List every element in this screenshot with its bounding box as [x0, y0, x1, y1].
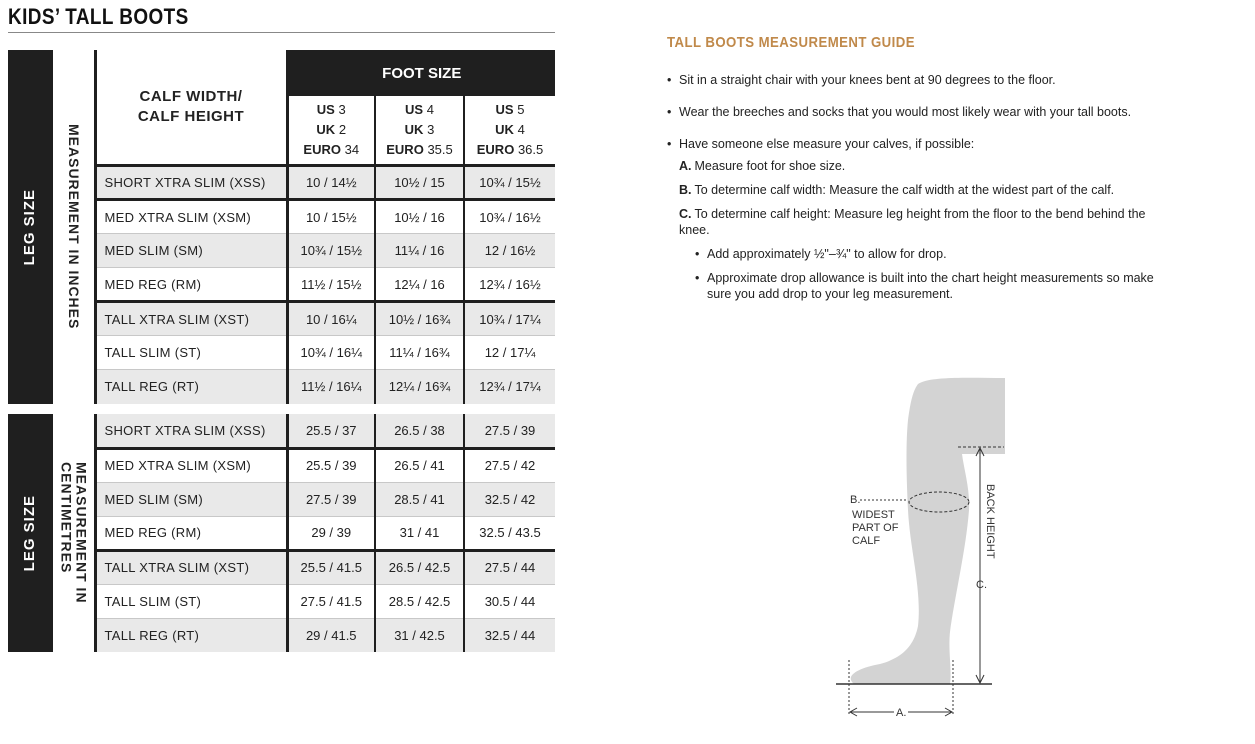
label-a: A. — [896, 707, 907, 719]
row-label: MED SLIM (SM) — [95, 482, 287, 516]
cell-value: 10½ / 15 — [375, 166, 464, 200]
inches-size-table — [8, 50, 555, 404]
row-label: TALL REG (RT) — [95, 618, 287, 652]
guide-bullet: • Sit in a straight chair with your knees bent at 90 degrees to the floor. — [667, 72, 1167, 88]
leg-measurement-diagram — [830, 370, 1030, 720]
cell-value: 10½ / 16 — [375, 200, 464, 234]
size-header: US 3 UK 2 EURO 34 — [287, 96, 375, 166]
cell-value: 10 / 16¼ — [287, 302, 375, 336]
leg-size-label: LEG SIZE — [21, 188, 38, 265]
row-label: MED REG (RM) — [95, 268, 287, 302]
cell-value: 10¾ / 15½ — [287, 234, 375, 268]
cell-value: 12¾ / 17¼ — [464, 370, 555, 404]
label-b: B. — [850, 494, 861, 506]
unit-band — [52, 50, 95, 404]
cell-value: 29 / 41.5 — [287, 618, 375, 652]
cell-value: 10½ / 16¾ — [375, 302, 464, 336]
guide-sub-bullet: • Approximate drop allowance is built into the chart height measurements so make sure you add drop to your leg measurement. — [667, 270, 1167, 302]
row-label: MED XTRA SLIM (XSM) — [95, 200, 287, 234]
cell-value: 12¼ / 16¾ — [375, 370, 464, 404]
widest-label-line2: PART OF — [852, 522, 899, 534]
step-key: C. — [679, 207, 692, 221]
cell-value: 10 / 14½ — [287, 166, 375, 200]
guide-bullet: • Wear the breeches and socks that you would most likely wear with your tall boots. — [667, 104, 1167, 120]
leg-illustration — [830, 370, 1030, 720]
widest-label-line3: CALF — [852, 535, 881, 547]
cell-value: 27.5 / 39 — [287, 482, 375, 516]
row-label: SHORT XTRA SLIM (XSS) — [95, 414, 287, 448]
cell-value: 12¼ / 16 — [375, 268, 464, 302]
centimetres-size-table — [8, 414, 555, 652]
cell-value: 32.5 / 42 — [464, 482, 555, 516]
cell-value: 32.5 / 43.5 — [464, 516, 555, 550]
cell-value: 11¼ / 16 — [375, 234, 464, 268]
unit-label-line2: CENTIMETRES — [58, 462, 75, 574]
row-label: SHORT XTRA SLIM (XSS) — [95, 166, 287, 200]
step-text: Measure foot for shoe size. — [694, 159, 846, 173]
row-label: TALL SLIM (ST) — [95, 584, 287, 618]
cell-value: 11¼ / 16¾ — [375, 336, 464, 370]
cell-value: 31 / 41 — [375, 516, 464, 550]
cell-value: 10¾ / 15½ — [464, 166, 555, 200]
cell-value: 10¾ / 16½ — [464, 200, 555, 234]
cell-value: 10¾ / 16¼ — [287, 336, 375, 370]
row-label: TALL XTRA SLIM (XST) — [95, 302, 287, 336]
guide-step-b — [667, 182, 1167, 198]
cell-value: 25.5 / 39 — [287, 448, 375, 482]
unit-label-line1: MEASUREMENT IN — [73, 462, 90, 604]
title-rule — [8, 32, 555, 33]
cell-value: 27.5 / 42 — [464, 448, 555, 482]
cell-value: 30.5 / 44 — [464, 584, 555, 618]
cell-value: 25.5 / 37 — [287, 414, 375, 448]
unit-band — [52, 414, 95, 652]
back-height-label: BACK HEIGHT — [984, 484, 996, 559]
leg-size-band — [8, 414, 52, 652]
foot-size-header: FOOT SIZE — [287, 50, 555, 96]
cell-value: 25.5 / 41.5 — [287, 550, 375, 584]
unit-label — [58, 462, 88, 604]
step-key: A. — [679, 159, 692, 173]
cell-value: 10¾ / 17¼ — [464, 302, 555, 336]
cell-value: 27.5 / 41.5 — [287, 584, 375, 618]
cell-value: 11½ / 16¼ — [287, 370, 375, 404]
widest-label-line1: WIDEST — [852, 509, 895, 521]
measurement-guide — [667, 72, 1167, 310]
guide-step-c — [667, 206, 1167, 238]
row-label: TALL XTRA SLIM (XST) — [95, 550, 287, 584]
page-title: KIDS’ TALL BOOTS — [8, 4, 189, 29]
guide-title: TALL BOOTS MEASUREMENT GUIDE — [667, 34, 915, 51]
table-row — [8, 414, 555, 448]
cell-value: 28.5 / 41 — [375, 482, 464, 516]
cell-value: 29 / 39 — [287, 516, 375, 550]
cell-value: 27.5 / 44 — [464, 550, 555, 584]
row-label: MED XTRA SLIM (XSM) — [95, 448, 287, 482]
row-label: TALL REG (RT) — [95, 370, 287, 404]
cell-value: 12 / 16½ — [464, 234, 555, 268]
size-header: US 4 UK 3 EURO 35.5 — [375, 96, 464, 166]
calf-header — [95, 50, 287, 166]
cell-value: 12¾ / 16½ — [464, 268, 555, 302]
cell-value: 26.5 / 38 — [375, 414, 464, 448]
step-key: B. — [679, 183, 692, 197]
unit-label: MEASUREMENT IN INCHES — [65, 124, 82, 330]
cell-value: 26.5 / 42.5 — [375, 550, 464, 584]
label-c: C. — [976, 579, 987, 591]
cell-value: 31 / 42.5 — [375, 618, 464, 652]
leg-size-label: LEG SIZE — [21, 494, 38, 572]
row-label: MED SLIM (SM) — [95, 234, 287, 268]
row-label: MED REG (RM) — [95, 516, 287, 550]
cell-value: 32.5 / 44 — [464, 618, 555, 652]
leg-size-band — [8, 50, 52, 404]
cell-value: 10 / 15½ — [287, 200, 375, 234]
cell-value: 12 / 17¼ — [464, 336, 555, 370]
calf-header-line1: CALF WIDTH/ — [139, 88, 243, 105]
guide-bullet: • Have someone else measure your calves, if possible: — [667, 136, 1167, 152]
row-label: TALL SLIM (ST) — [95, 336, 287, 370]
cell-value: 26.5 / 41 — [375, 448, 464, 482]
cell-value: 28.5 / 42.5 — [375, 584, 464, 618]
guide-sub-bullet: • Add approximately ½"–¾" to allow for drop. — [667, 246, 1167, 262]
cell-value: 11½ / 15½ — [287, 268, 375, 302]
calf-header-line2: CALF HEIGHT — [137, 108, 245, 125]
step-text: To determine calf height: Measure leg height from the floor to the bend behind the knee. — [679, 207, 1146, 237]
guide-step-a — [667, 158, 1167, 174]
step-text: To determine calf width: Measure the calf width at the widest part of the calf. — [694, 183, 1115, 197]
size-header: US 5 UK 4 EURO 36.5 — [464, 96, 555, 166]
cell-value: 27.5 / 39 — [464, 414, 555, 448]
